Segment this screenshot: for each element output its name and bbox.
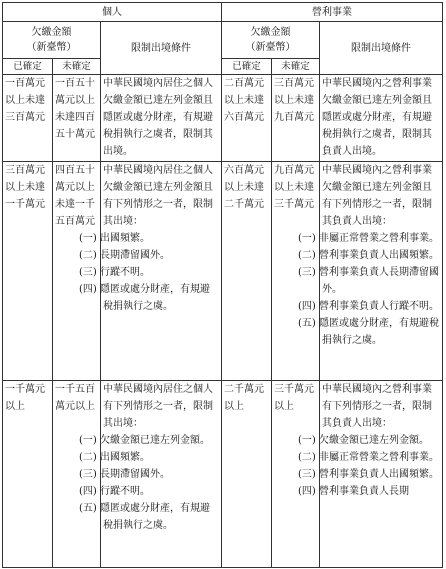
item-number: (二) <box>79 250 97 261</box>
condition-list <box>79 432 219 534</box>
condition-lead: 中華民國境內之營利事業欠繳金額已達左列金額且有下列情形之一者，限制其負責人出境： <box>322 165 433 227</box>
item-number: (二) <box>79 452 97 463</box>
item-number: (四) <box>298 486 316 497</box>
condition-item <box>298 315 440 349</box>
item-text: 長期滯留國外。 <box>100 250 170 261</box>
table-row <box>3 381 443 568</box>
item-text: 營利事業負責人行蹤不明。 <box>319 301 440 312</box>
condition-item <box>298 247 440 264</box>
item-number: (四) <box>298 301 316 312</box>
business-confirmed-amount: 六百萬元以上未達二千萬元 <box>222 162 272 381</box>
item-number: (五) <box>79 503 97 514</box>
condition-lead: 中華民國境內居住之個人有下列情形之一者，限制其出境： <box>103 384 213 429</box>
item-text: 非屬正常營業之營利事業。 <box>319 233 440 244</box>
condition-item <box>79 466 219 483</box>
item-number: (二) <box>298 452 316 463</box>
business-condition <box>298 162 443 381</box>
condition-item <box>79 483 219 500</box>
individual-condition <box>79 381 222 568</box>
condition-lead: 中華民國境內之營利事業有下列情形之一者，限制其負責人出境： <box>322 384 433 429</box>
business-unconfirmed-amount: 三千萬元以上 <box>272 381 320 568</box>
business-condition <box>320 75 443 162</box>
item-number: (二) <box>298 250 316 261</box>
individual-unconfirmed-amount: 四百五十萬元以上未達一千五百萬元 <box>53 162 101 381</box>
condition-list <box>298 230 440 349</box>
item-text: 長期滯留國外。 <box>100 469 170 480</box>
item-number: (三) <box>79 469 97 480</box>
amount-label: 欠繳金額 <box>250 27 291 38</box>
condition-lead: 中華民國境內居住之個人欠繳金額已達左列金額且隱匿或處分財產，有規避稅捐執行之虞者，限制其出境。 <box>103 78 213 157</box>
condition-item <box>298 298 440 315</box>
amount-label: 欠繳金額 <box>31 27 72 38</box>
item-text: 出國頻繁。 <box>100 233 150 244</box>
item-text: 營利事業負責人長期滯留國外。 <box>319 267 440 295</box>
item-text: 隱匿或處分財產，有規避稅捐執行之虞。 <box>100 284 210 312</box>
condition-lead: 中華民國境內居住之個人欠繳金額已達左列金額且有下列情形之一者，限制其出境： <box>103 165 213 227</box>
header-unconfirmed: 未確定 <box>272 59 320 75</box>
condition-list <box>79 230 219 315</box>
table-row <box>3 75 443 162</box>
item-number: (三) <box>298 267 316 278</box>
item-number: (五) <box>298 318 316 329</box>
item-text: 非屬正常營業之營利事業。 <box>319 452 440 463</box>
condition-item <box>298 449 440 466</box>
condition-item <box>79 449 219 466</box>
item-number: (四) <box>79 486 97 497</box>
item-text: 出國頻繁。 <box>100 452 150 463</box>
item-number: (一) <box>79 233 97 244</box>
header-confirmed: 已確定 <box>222 59 272 75</box>
business-confirmed-amount: 二百萬元以上未達六百萬元 <box>222 75 272 162</box>
item-text: 欠繳金額已達左列金額。 <box>319 435 430 446</box>
header-individual: 個人 <box>3 3 222 22</box>
condition-item <box>79 500 219 534</box>
header-business: 營利事業 <box>222 3 443 22</box>
condition-item <box>298 483 440 500</box>
item-number: (一) <box>79 435 97 446</box>
item-text: 行蹤不明。 <box>100 486 150 497</box>
condition-item <box>298 264 440 298</box>
condition-list <box>298 432 440 500</box>
individual-confirmed-amount: 一百萬元以上未達三百萬元 <box>3 75 53 162</box>
individual-condition <box>101 75 222 162</box>
individual-unconfirmed-amount: 一千五百萬元以上 <box>53 381 101 568</box>
condition-item <box>79 230 219 247</box>
item-number: (一) <box>298 233 316 244</box>
item-number: (四) <box>79 284 97 295</box>
business-unconfirmed-amount: 九百萬元以上未達三千萬元 <box>272 162 320 381</box>
item-text: 營利事業負責人長期 <box>319 486 410 497</box>
header-condition-individual: 限制出境條件 <box>101 22 222 75</box>
condition-item <box>79 281 219 315</box>
amount-unit: （新臺幣） <box>26 42 77 53</box>
item-text: 行蹤不明。 <box>100 267 150 278</box>
header-amount-individual <box>3 22 101 59</box>
item-text: 欠繳金額已達左列金額。 <box>100 435 210 446</box>
item-number: (三) <box>298 469 316 480</box>
condition-item <box>79 247 219 264</box>
condition-item <box>298 432 440 449</box>
header-confirmed: 已確定 <box>3 59 53 75</box>
item-text: 營利事業負責人出國頻繁。 <box>319 250 440 261</box>
business-confirmed-amount: 二千萬元以上 <box>222 381 272 568</box>
condition-item <box>298 466 440 483</box>
header-condition-business: 限制出境條件 <box>320 22 443 75</box>
condition-item <box>79 432 219 449</box>
item-number: (三) <box>79 267 97 278</box>
individual-confirmed-amount: 一千萬元以上 <box>3 381 53 568</box>
item-text: 營利事業負責人出國頻繁。 <box>319 469 440 480</box>
individual-condition <box>79 162 222 381</box>
business-unconfirmed-amount: 三百萬元以上未達九百萬元 <box>272 75 320 162</box>
table-row <box>3 162 443 381</box>
business-condition <box>298 381 443 568</box>
individual-unconfirmed-amount: 一百五十萬元以上未達四百五十萬元 <box>53 75 101 162</box>
item-text: 隱匿或處分財產，有規避稅捐執行之虞。 <box>319 318 440 346</box>
individual-confirmed-amount: 三百萬元以上未達一千萬元 <box>3 162 53 381</box>
header-unconfirmed: 未確定 <box>53 59 101 75</box>
item-text: 隱匿或處分財產，有規避稅捐執行之虞。 <box>100 503 210 531</box>
item-number: (一) <box>298 435 316 446</box>
amount-unit: （新臺幣） <box>245 42 296 53</box>
condition-item <box>79 264 219 281</box>
exit-restriction-table <box>2 2 443 568</box>
condition-lead: 中華民國境內之營利事業欠繳金額已達左列金額且隱匿或處分財產，有規避稅捐執行之虞者，限制其負責人出境。 <box>322 78 433 157</box>
condition-item <box>298 230 440 247</box>
header-amount-business <box>222 22 320 59</box>
